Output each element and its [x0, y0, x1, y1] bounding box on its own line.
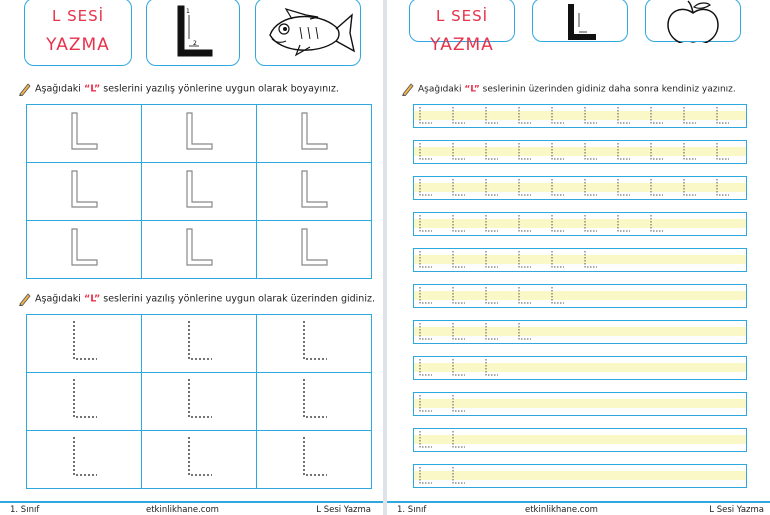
writing-line[interactable]	[413, 176, 747, 200]
writing-line[interactable]	[413, 428, 747, 452]
traceable-letter-l[interactable]	[519, 251, 531, 267]
traceable-letter-l[interactable]	[486, 251, 498, 267]
traceable-letter-l[interactable]	[618, 107, 630, 123]
traceable-letter-l[interactable]	[486, 359, 498, 375]
coloring-cell[interactable]	[142, 105, 257, 163]
traceable-letter-l[interactable]	[585, 143, 597, 159]
title-line-2: YAZMA	[430, 35, 494, 55]
traceable-letter-l[interactable]	[486, 143, 498, 159]
traceable-letter-l[interactable]	[420, 107, 432, 123]
stroke-label-2: 2	[193, 40, 197, 47]
coloring-cell[interactable]	[257, 221, 372, 279]
traceable-letter-l[interactable]	[552, 179, 564, 195]
traceable-letter-l[interactable]	[585, 107, 597, 123]
traceable-letter-l[interactable]	[684, 179, 696, 195]
footer-site: etkinlikhane.com	[146, 505, 219, 515]
traceable-letter-l[interactable]	[453, 431, 465, 447]
traceable-letter-l[interactable]	[519, 215, 531, 231]
tracing-cell[interactable]	[257, 315, 372, 373]
traceable-letter-l[interactable]	[717, 107, 729, 123]
coloring-cell[interactable]	[27, 221, 142, 279]
traceable-letter-l[interactable]	[684, 107, 696, 123]
letter-box	[532, 0, 628, 42]
letter-l-stroke-order-icon	[533, 0, 627, 43]
traceable-letter-l[interactable]	[519, 107, 531, 123]
writing-line[interactable]	[413, 140, 747, 164]
traceable-letter-l[interactable]	[651, 179, 663, 195]
traceable-letter-l[interactable]	[420, 215, 432, 231]
writing-line[interactable]	[413, 356, 747, 380]
writing-line[interactable]	[413, 212, 747, 236]
title-line-1: L SESİ	[435, 7, 489, 25]
traceable-letter-l[interactable]	[453, 215, 465, 231]
tracing-cell[interactable]	[142, 373, 257, 431]
traceable-letter-l[interactable]	[552, 107, 564, 123]
traceable-letter-l[interactable]	[453, 143, 465, 159]
pencil-icon	[18, 82, 32, 96]
traceable-letter-l[interactable]	[420, 431, 432, 447]
page-footer	[0, 501, 383, 515]
traceable-letter-l[interactable]	[453, 287, 465, 303]
traceable-letter-l[interactable]	[519, 143, 531, 159]
stroke-label-1: 1	[186, 8, 190, 15]
writing-line[interactable]	[413, 320, 747, 344]
traceable-letter-l[interactable]	[552, 251, 564, 267]
traceable-letter-l[interactable]	[486, 287, 498, 303]
tracing-cell[interactable]	[142, 431, 257, 489]
worksheet-page-left	[0, 0, 383, 515]
traceable-letter-l[interactable]	[420, 395, 432, 411]
traceable-letter-l[interactable]	[453, 179, 465, 195]
coloring-grid	[26, 104, 372, 279]
footer-grade: 1. Sınıf	[10, 505, 40, 515]
traceable-letter-l[interactable]	[420, 467, 432, 483]
tracing-cell[interactable]	[27, 373, 142, 431]
traceable-letter-l[interactable]	[618, 179, 630, 195]
traceable-letter-l[interactable]	[420, 323, 432, 339]
traceable-letter-l[interactable]	[519, 287, 531, 303]
traceable-letter-l[interactable]	[618, 215, 630, 231]
letter-l-stroke-order-icon	[147, 0, 239, 65]
footer-topic: L Sesi Yazma	[709, 505, 764, 515]
traceable-letter-l[interactable]	[453, 251, 465, 267]
footer-grade: 1. Sınıf	[397, 505, 427, 515]
pencil-icon	[401, 82, 415, 96]
coloring-cell[interactable]	[142, 221, 257, 279]
traceable-letter-l[interactable]	[717, 143, 729, 159]
tracing-cell[interactable]	[142, 315, 257, 373]
picture-box	[645, 0, 741, 42]
traceable-letter-l[interactable]	[420, 143, 432, 159]
writing-line[interactable]	[413, 464, 747, 488]
tracing-cell[interactable]	[27, 431, 142, 489]
traceable-letter-l[interactable]	[420, 287, 432, 303]
traceable-letter-l[interactable]	[453, 359, 465, 375]
traceable-letter-l[interactable]	[585, 251, 597, 267]
traceable-letter-l[interactable]	[453, 467, 465, 483]
coloring-cell[interactable]	[257, 105, 372, 163]
writing-line[interactable]	[413, 248, 747, 272]
writing-line[interactable]	[413, 284, 747, 308]
coloring-cell[interactable]	[257, 163, 372, 221]
coloring-cell[interactable]	[27, 105, 142, 163]
traceable-letter-l[interactable]	[519, 323, 531, 339]
page-footer	[387, 501, 770, 515]
traceable-letter-l[interactable]	[486, 215, 498, 231]
writing-line[interactable]	[413, 392, 747, 416]
traceable-letter-l[interactable]	[420, 251, 432, 267]
instruction-color: Aşağıdaki “L” seslerini yazılış yönlerine uygun olarak boyayınız.	[18, 82, 339, 96]
title-box	[24, 0, 132, 66]
traceable-letter-l[interactable]	[651, 107, 663, 123]
traceable-letter-l[interactable]	[420, 179, 432, 195]
coloring-cell[interactable]	[142, 163, 257, 221]
pencil-icon	[18, 292, 32, 306]
instruction-trace: Aşağıdaki “L” seslerini yazılış yönlerine uygun olarak üzerinden gidiniz.	[18, 292, 375, 306]
footer-site: etkinlikhane.com	[525, 505, 598, 515]
traceable-letter-l[interactable]	[453, 395, 465, 411]
coloring-cell[interactable]	[27, 163, 142, 221]
traceable-letter-l[interactable]	[618, 143, 630, 159]
traceable-letter-l[interactable]	[420, 359, 432, 375]
writing-line[interactable]	[413, 104, 747, 128]
traceable-letter-l[interactable]	[486, 323, 498, 339]
traceable-letter-l[interactable]	[651, 143, 663, 159]
traceable-letter-l[interactable]	[453, 323, 465, 339]
picture-box	[255, 0, 361, 66]
traceable-letter-l[interactable]	[486, 107, 498, 123]
fish-drawing-icon	[256, 0, 360, 65]
tracing-grid	[26, 314, 372, 489]
title-line-1: L SESİ	[51, 7, 105, 25]
worksheet-page-right	[387, 0, 770, 515]
traceable-letter-l[interactable]	[585, 215, 597, 231]
title-box	[409, 0, 515, 55]
traceable-letter-l[interactable]	[519, 179, 531, 195]
tracing-cell[interactable]	[257, 373, 372, 431]
letter-box	[146, 0, 240, 66]
instruction-trace-write: Aşağıdaki “L” seslerinin üzerinden gidiniz daha sonra kendiniz yazınız.	[401, 82, 736, 96]
traceable-letter-l[interactable]	[453, 107, 465, 123]
tracing-cell[interactable]	[27, 315, 142, 373]
title-line-2: YAZMA	[46, 35, 110, 55]
apple-drawing-icon	[646, 0, 740, 43]
traceable-letter-l[interactable]	[552, 143, 564, 159]
tracing-cell[interactable]	[257, 431, 372, 489]
traceable-letter-l[interactable]	[651, 215, 663, 231]
traceable-letter-l[interactable]	[552, 215, 564, 231]
traceable-letter-l[interactable]	[684, 143, 696, 159]
traceable-letter-l[interactable]	[552, 287, 564, 303]
traceable-letter-l[interactable]	[585, 179, 597, 195]
traceable-letter-l[interactable]	[486, 179, 498, 195]
traceable-letter-l[interactable]	[717, 179, 729, 195]
footer-topic: L Sesi Yazma	[316, 505, 371, 515]
